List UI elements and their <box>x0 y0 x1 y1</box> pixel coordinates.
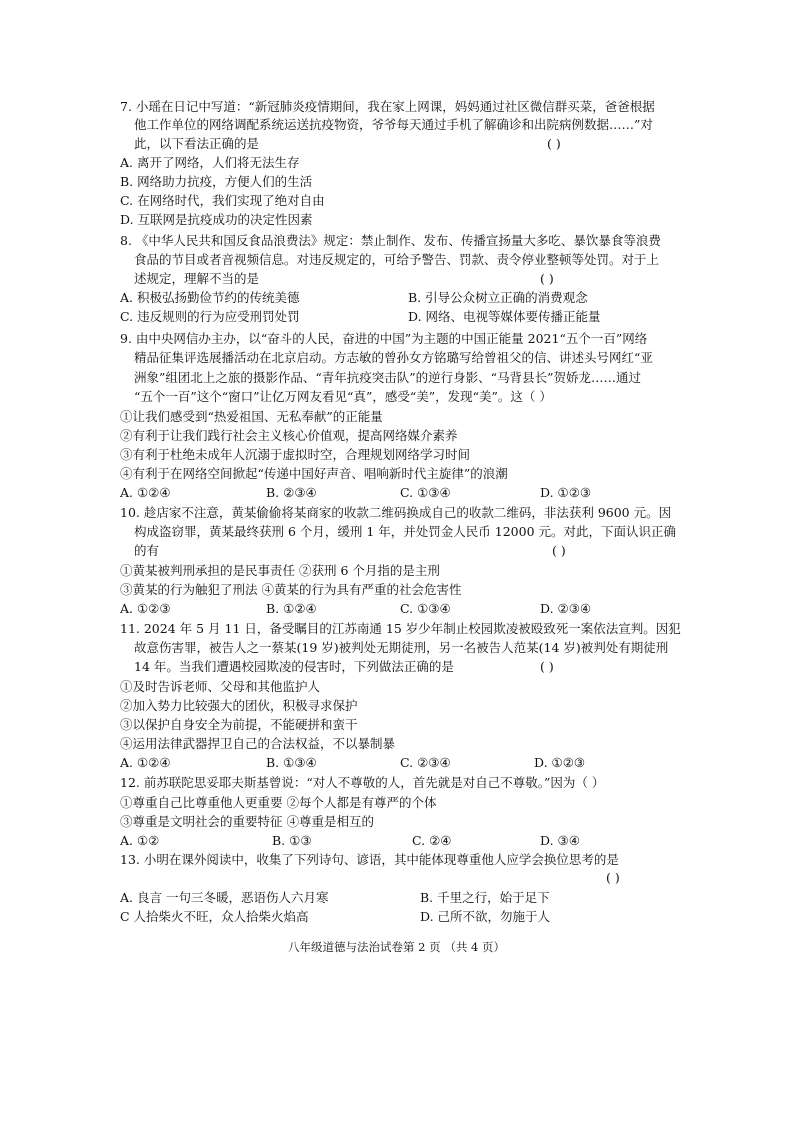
question-stem-line: 食品的节目或者音视频信息。对违反规定的，可给予警告、罚款、责令停业整顿等处罚。对于上 <box>134 252 660 267</box>
statement-3-4: ③尊重是文明社会的重要特征 ④尊重是相互的 <box>120 814 374 829</box>
question-stem-line: 9. 由中央网信办主办，以“奋斗的人民，奋进的中国”为主题的中国正能量 2021“五个一百”网络 <box>120 331 648 346</box>
answer-parenthesis: ( ) <box>606 870 620 885</box>
option-b: B. 引导公众树立正确的消费观念 <box>408 290 588 305</box>
answer-parenthesis: ( ) <box>552 543 566 558</box>
option-d: D. 互联网是抗疫成功的决定性因素 <box>120 212 313 227</box>
option-b: B. ①③④ <box>266 755 317 770</box>
option-d: D. ①②③ <box>540 485 592 500</box>
option-a: A. 良言 一句三冬暖，恶语伤人六月寒 <box>120 890 329 905</box>
option-c: C. ②③④ <box>400 755 451 770</box>
question-stem-line: 7. 小瑶在日记中写道：“新冠肺炎疫情期间，我在家上网课，妈妈通过社区微信群买菜，爸爸根据 <box>120 99 655 114</box>
question-stem-line: 精品征集评选展播活动在北京启动。方志敏的曾孙女方铭璐写给曾祖父的信、讲述头号网红“亚 <box>134 350 653 365</box>
option-c: C. 在网络时代，我们实现了绝对自由 <box>120 193 325 208</box>
statement-1-2: ①黄某被判刑承担的是民事责任 ②获刑 6 个月指的是主刑 <box>120 563 440 578</box>
option-a: A. 积极弘扬勤俭节约的传统美德 <box>120 290 300 305</box>
answer-parenthesis: ( ) <box>540 271 554 286</box>
statement-2: ②有利于让我们践行社会主义核心价值观，提高网络媒介素养 <box>120 428 458 443</box>
option-c: C. 违反规则的行为应受刑罚处罚 <box>120 309 300 324</box>
option-d: D. 网络、电视等媒体要传播正能量 <box>408 309 601 324</box>
question-stem-line: 洲象”组团北上之旅的摄影作品、“青年抗疫突击队”的逆行身影、“马背县长”贺娇龙……通过 <box>134 370 641 385</box>
question-stem-line: 的有 <box>134 543 160 558</box>
statement-1-2: ①尊重自己比尊重他人更重要 ②每个人都是有尊严的个体 <box>120 795 437 810</box>
option-c: C. ①③④ <box>400 601 451 616</box>
question-stem-line: 13. 小明在课外阅读中，收集了下列诗句、谚语，其中能体现尊重他人应学会换位思考的是 <box>120 852 619 867</box>
answer-parenthesis: ( ) <box>540 659 554 674</box>
option-c: C. ①③④ <box>400 485 451 500</box>
option-c: C. ②④ <box>412 833 452 848</box>
statement-3-4: ③黄某的行为触犯了刑法 ④黄某的行为具有严重的社会危害性 <box>120 582 462 597</box>
option-a: A. 离开了网络，人们将无法生存 <box>120 155 300 170</box>
question-stem-line: 故意伤害罪，被告人之一蔡某(19 岁)被判处无期徒刑，另一名被告人范某(14 岁)被判处有期徒刑 <box>134 640 669 655</box>
page-footer: 八年级道德与法治试卷第 2 页 （共 4 页） <box>288 940 505 954</box>
statement-1: ①及时告诉老师、父母和其他监护人 <box>120 679 321 694</box>
question-stem-line: 10. 趁店家不注意，黄某偷偷将某商家的收款二维码换成自己的收款二维码，非法获利 9600 元。因 <box>120 505 672 520</box>
statement-4: ④运用法律武器捍卫自己的合法权益，不以暴制暴 <box>120 736 396 751</box>
option-a: A. ①②④ <box>120 755 171 770</box>
option-a: A. ①②③ <box>120 601 171 616</box>
option-d: D. ①②③ <box>534 755 586 770</box>
option-c: C 人拾柴火不旺，众人拾柴火焰高 <box>120 909 309 924</box>
option-d: D. ②③④ <box>540 601 592 616</box>
question-stem-line: 述规定，理解不当的是 <box>134 271 260 286</box>
option-d: D. ③④ <box>540 833 580 848</box>
option-b: B. ②③④ <box>266 485 317 500</box>
statement-3: ③有利于杜绝未成年人沉溺于虚拟时空，合理规划网络学习时间 <box>120 447 471 462</box>
statement-4: ④有利于在网络空间掀起“传递中国好声音、唱响新时代主旋律”的浪潮 <box>120 466 508 481</box>
question-stem-line: 此，以下看法正确的是 <box>134 136 260 151</box>
question-stem-line: 14 年。当我们遭遇校园欺凌的侵害时，下列做法正确的是 <box>134 659 454 674</box>
question-stem-line: 11. 2024 年 5 月 11 日，备受瞩目的江苏南通 15 岁少年制止校园欺凌被殴致死一案依法宣判。因犯 <box>120 621 681 636</box>
statement-1: ①让我们感受到“热爱祖国、无私奉献”的正能量 <box>120 409 383 424</box>
answer-parenthesis: ( ) <box>547 136 561 151</box>
option-b: B. ①③ <box>272 833 312 848</box>
option-a: A. ①② <box>120 833 160 848</box>
question-stem-line: 12. 前苏联陀思妥耶夫斯基曾说：“对人不尊敬的人，首先就是对自己不尊敬。”因为（ ） <box>120 775 605 790</box>
question-stem-line: 8. 《中华人民共和国反食品浪费法》规定：禁止制作、发布、传播宣扬量大多吃、暴饮暴食等浪费 <box>120 233 661 248</box>
question-stem-line: “五个一百”这个“窗口”让亿万网友看见“真”，感受“美”，发现“美”。这（ ） <box>134 389 552 404</box>
question-stem-line: 他工作单位的网络调配系统运送抗疫物资，爷爷每天通过手机了解确诊和出院病例数据……”对 <box>134 117 653 132</box>
option-b: B. 网络助力抗疫，方便人们的生活 <box>120 174 313 189</box>
statement-3: ③以保护自身安全为前提，不能硬拼和蛮干 <box>120 717 358 732</box>
question-stem-line: 构成盗窃罪，黄某最终获刑 6 个月，缓刑 1 年，并处罚金人民币 12000 元。对此，下面认识正确 <box>134 524 677 539</box>
option-b: B. 千里之行，始于足下 <box>420 890 550 905</box>
option-b: B. ①②④ <box>266 601 317 616</box>
option-d: D. 己所不欲，勿施于人 <box>420 909 551 924</box>
option-a: A. ①②④ <box>120 485 171 500</box>
statement-2: ②加入势力比较强大的团伙，积极寻求保护 <box>120 698 358 713</box>
